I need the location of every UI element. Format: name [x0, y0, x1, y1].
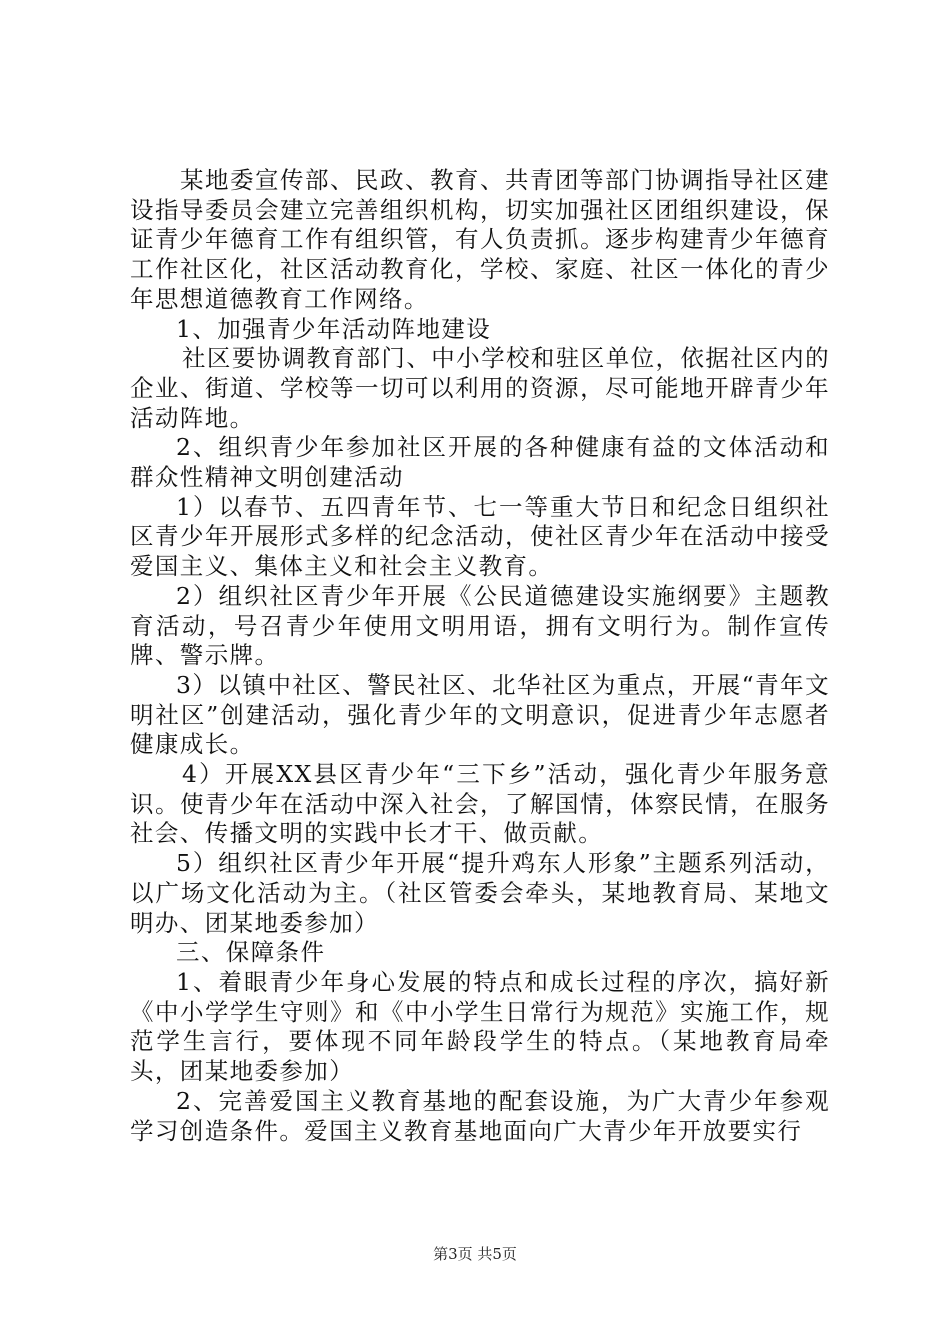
paragraph: 3）以镇中社区、警民社区、北华社区为重点，开展“青年文明社区”创建活动，强化青少年的文明意识，促进青少年志愿者健康成长。 [130, 670, 830, 759]
page-footer: 第3页 共5页 [433, 1245, 517, 1263]
paragraph: 某地委宣传部、民政、教育、共青团等部门协调指导社区建设指导委员会建立完善组织机构，切实加强社区团组织建设，保证青少年德育工作有组织管，有人负责抓。逐步构建青少年德育工作社区化，社区活动教育化，学校、家庭、社区一体化的青少年思想道德教育工作网络。 [130, 166, 830, 313]
document-body [130, 166, 830, 1146]
paragraph: 2）组织社区青少年开展《公民道德建设实施纲要》主题教育活动，号召青少年使用文明用语，拥有文明行为。制作宣传牌、警示牌。 [130, 581, 830, 670]
paragraph: 1）以春节、五四青年节、七一等重大节日和纪念日组织社区青少年开展形式多样的纪念活动，使社区青少年在活动中接受爱国主义、集体主义和社会主义教育。 [130, 492, 830, 581]
paragraph: 三、保障条件 [176, 938, 326, 967]
paragraph: 1、加强青少年活动阵地建设 [176, 314, 492, 343]
paragraph: 社区要协调教育部门、中小学校和驻区单位，依据社区内的企业、街道、学校等一切可以利用的资源，尽可能地开辟青少年活动阵地。 [130, 344, 830, 432]
paragraph: 2、组织青少年参加社区开展的各种健康有益的文体活动和群众性精神文明创建活动 [130, 433, 830, 492]
paragraph: 4）开展XX县区青少年“三下乡”活动，强化青少年服务意识。使青少年在活动中深入社会，了解国情，体察民情，在服务社会、传播文明的实践中长才干、做贡献。 [130, 760, 830, 848]
paragraph: 5）组织社区青少年开展“提升鸡东人形象”主题系列活动，以广场文化活动为主。（社区管委会牵头，某地教育局、某地文明办、团某地委参加） [130, 849, 830, 937]
paragraph: 2、完善爱国主义教育基地的配套设施，为广大青少年参观学习创造条件。爱国主义教育基地面向广大青少年开放要实行 [130, 1086, 830, 1145]
paragraph: 1、着眼青少年身心发展的特点和成长过程的序次，搞好新《中小学学生守则》和《中小学生日常行为规范》实施工作，规范学生言行，要体现不同年龄段学生的特点。（某地教育局牵头，团某地委参加） [130, 967, 830, 1086]
